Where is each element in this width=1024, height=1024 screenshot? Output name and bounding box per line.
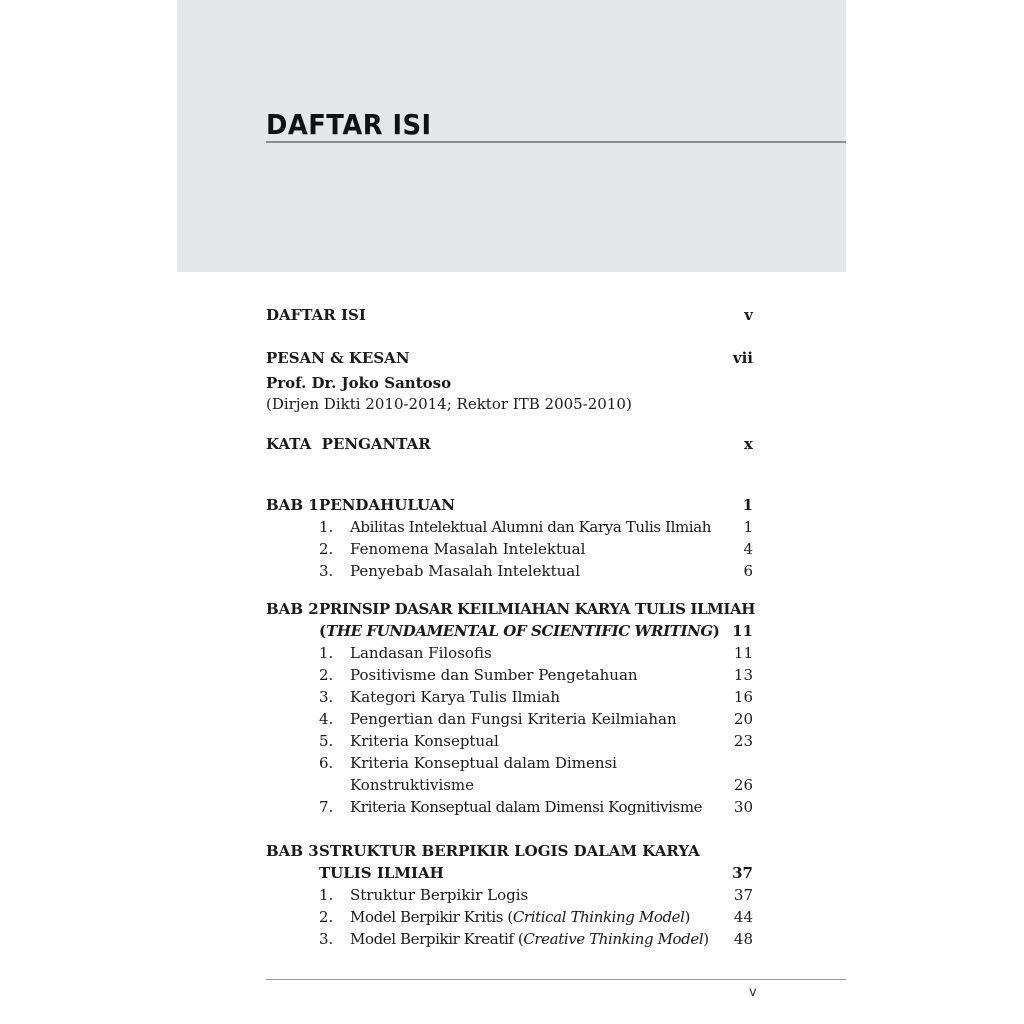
item-title: Struktur Berpikir Logis <box>350 886 529 904</box>
toc-item[interactable] <box>266 708 753 730</box>
item-number: 2. <box>319 666 334 684</box>
toc-entry-daftar-isi[interactable] <box>266 304 753 326</box>
item-title: Kriteria Konseptual dalam Dimensi Kognitivisme <box>350 798 703 816</box>
chapter-title: PENDAHULUAN <box>319 496 456 514</box>
item-title: Landasan Filosofis <box>350 644 492 662</box>
item-title: Positivisme dan Sumber Pengetahuan <box>350 666 638 684</box>
toc-chapter-bab2-line2[interactable] <box>266 620 753 642</box>
toc-entry-kata-pengantar[interactable] <box>266 433 753 455</box>
toc-item[interactable] <box>266 906 753 928</box>
item-number: 6. <box>319 754 334 772</box>
pesan-author-role <box>266 393 753 415</box>
title-underline <box>266 141 846 143</box>
item-page: 11 <box>733 644 753 662</box>
footer-page-number: v <box>749 985 757 1000</box>
item-title: Penyebab Masalah Intelektual <box>350 562 581 580</box>
item-number: 4. <box>319 710 334 728</box>
footer-rule <box>266 979 846 980</box>
item-page: 6 <box>743 562 753 580</box>
toc-item[interactable] <box>266 796 753 818</box>
paren-close: ) <box>703 930 709 948</box>
item-number: 1. <box>319 518 334 536</box>
item-title-italic: Creative Thinking Model <box>523 930 704 948</box>
item-page: 30 <box>733 798 753 816</box>
toc-item[interactable] <box>266 560 753 582</box>
paren-close: ) <box>684 908 690 926</box>
toc-entry-label: DAFTAR ISI <box>266 306 366 324</box>
chapter-label: BAB 1 <box>266 496 319 514</box>
toc-chapter-bab3-line2[interactable] <box>266 862 753 884</box>
toc-item[interactable] <box>266 928 753 950</box>
paren-close: ) <box>712 622 720 640</box>
item-number: 1. <box>319 644 334 662</box>
toc-item[interactable] <box>266 642 753 664</box>
toc-entry-page: v <box>744 306 753 324</box>
toc-item[interactable] <box>266 752 753 774</box>
toc-entry-page: x <box>744 435 753 453</box>
item-title-continued: Konstruktivisme <box>350 776 475 794</box>
item-title: Pengertian dan Fungsi Kriteria Keilmiahan <box>350 710 677 728</box>
chapter-title: PRINSIP DASAR KEILMIAHAN KARYA TULIS ILMIAH <box>319 600 756 618</box>
chapter-subtitle-italic: THE FUNDAMENTAL OF SCIENTIFIC WRITING <box>326 622 713 640</box>
toc-chapter-bab1[interactable] <box>266 494 753 516</box>
pesan-author <box>266 372 753 394</box>
item-number: 2. <box>319 540 334 558</box>
chapter-label: BAB 2 <box>266 600 319 618</box>
toc-entry-page: vii <box>732 349 753 367</box>
toc-entry-pesan-kesan[interactable] <box>266 347 753 369</box>
author-name: Prof. Dr. Joko Santoso <box>266 374 452 392</box>
item-page: 37 <box>733 886 753 904</box>
item-title: Abilitas Intelektual Alumni dan Karya Tulis Ilmiah <box>350 518 712 536</box>
book-page <box>177 0 846 1024</box>
item-number: 2. <box>319 908 334 926</box>
toc-entry-label: PESAN & KESAN <box>266 349 410 367</box>
toc-chapter-bab3[interactable] <box>266 840 753 862</box>
item-page: 4 <box>743 540 753 558</box>
item-number: 3. <box>319 688 334 706</box>
item-title <box>350 928 709 950</box>
item-page: 44 <box>733 908 753 926</box>
item-title: Kriteria Konseptual dalam Dimensi <box>350 754 617 772</box>
item-title: Kriteria Konseptual <box>350 732 499 750</box>
chapter-label: BAB 3 <box>266 842 319 860</box>
item-number: 7. <box>319 798 334 816</box>
item-page: 48 <box>733 930 753 948</box>
chapter-page: 11 <box>732 622 753 640</box>
item-title: Kategori Karya Tulis Ilmiah <box>350 688 560 706</box>
item-title-text: Model Berpikir Kritis ( <box>350 908 513 926</box>
chapter-title-continued: TULIS ILMIAH <box>319 864 444 882</box>
toc-chapter-bab2[interactable] <box>266 598 756 620</box>
paren-open: ( <box>319 622 327 640</box>
item-number: 3. <box>319 562 334 580</box>
toc-item[interactable] <box>266 538 753 560</box>
toc-item[interactable] <box>266 730 753 752</box>
item-number: 1. <box>319 886 334 904</box>
item-number: 3. <box>319 930 334 948</box>
author-role: (Dirjen Dikti 2010-2014; Rektor ITB 2005-2010) <box>266 395 632 413</box>
toc-item[interactable] <box>266 664 753 686</box>
chapter-page: 37 <box>732 864 753 882</box>
toc-item-continued[interactable] <box>266 774 753 796</box>
toc-item[interactable] <box>266 516 753 538</box>
item-title-text: Model Berpikir Kreatif ( <box>350 930 524 948</box>
chapter-page: 1 <box>742 496 753 514</box>
chapter-title: STRUKTUR BERPIKIR LOGIS DALAM KARYA <box>319 842 700 860</box>
item-title-italic: Critical Thinking Model <box>512 908 685 926</box>
toc-item[interactable] <box>266 884 753 906</box>
item-number: 5. <box>319 732 334 750</box>
item-page: 13 <box>733 666 753 684</box>
item-page: 26 <box>733 776 753 794</box>
page-title: DAFTAR ISI <box>266 108 432 141</box>
item-title: Fenomena Masalah Intelektual <box>350 540 586 558</box>
toc-item[interactable] <box>266 686 753 708</box>
item-title <box>350 906 690 928</box>
chapter-subtitle <box>319 620 720 642</box>
toc-entry-label: KATA PENGANTAR <box>266 435 431 453</box>
item-page: 16 <box>733 688 753 706</box>
item-page: 20 <box>733 710 753 728</box>
item-page: 1 <box>743 518 753 536</box>
item-page: 23 <box>733 732 753 750</box>
